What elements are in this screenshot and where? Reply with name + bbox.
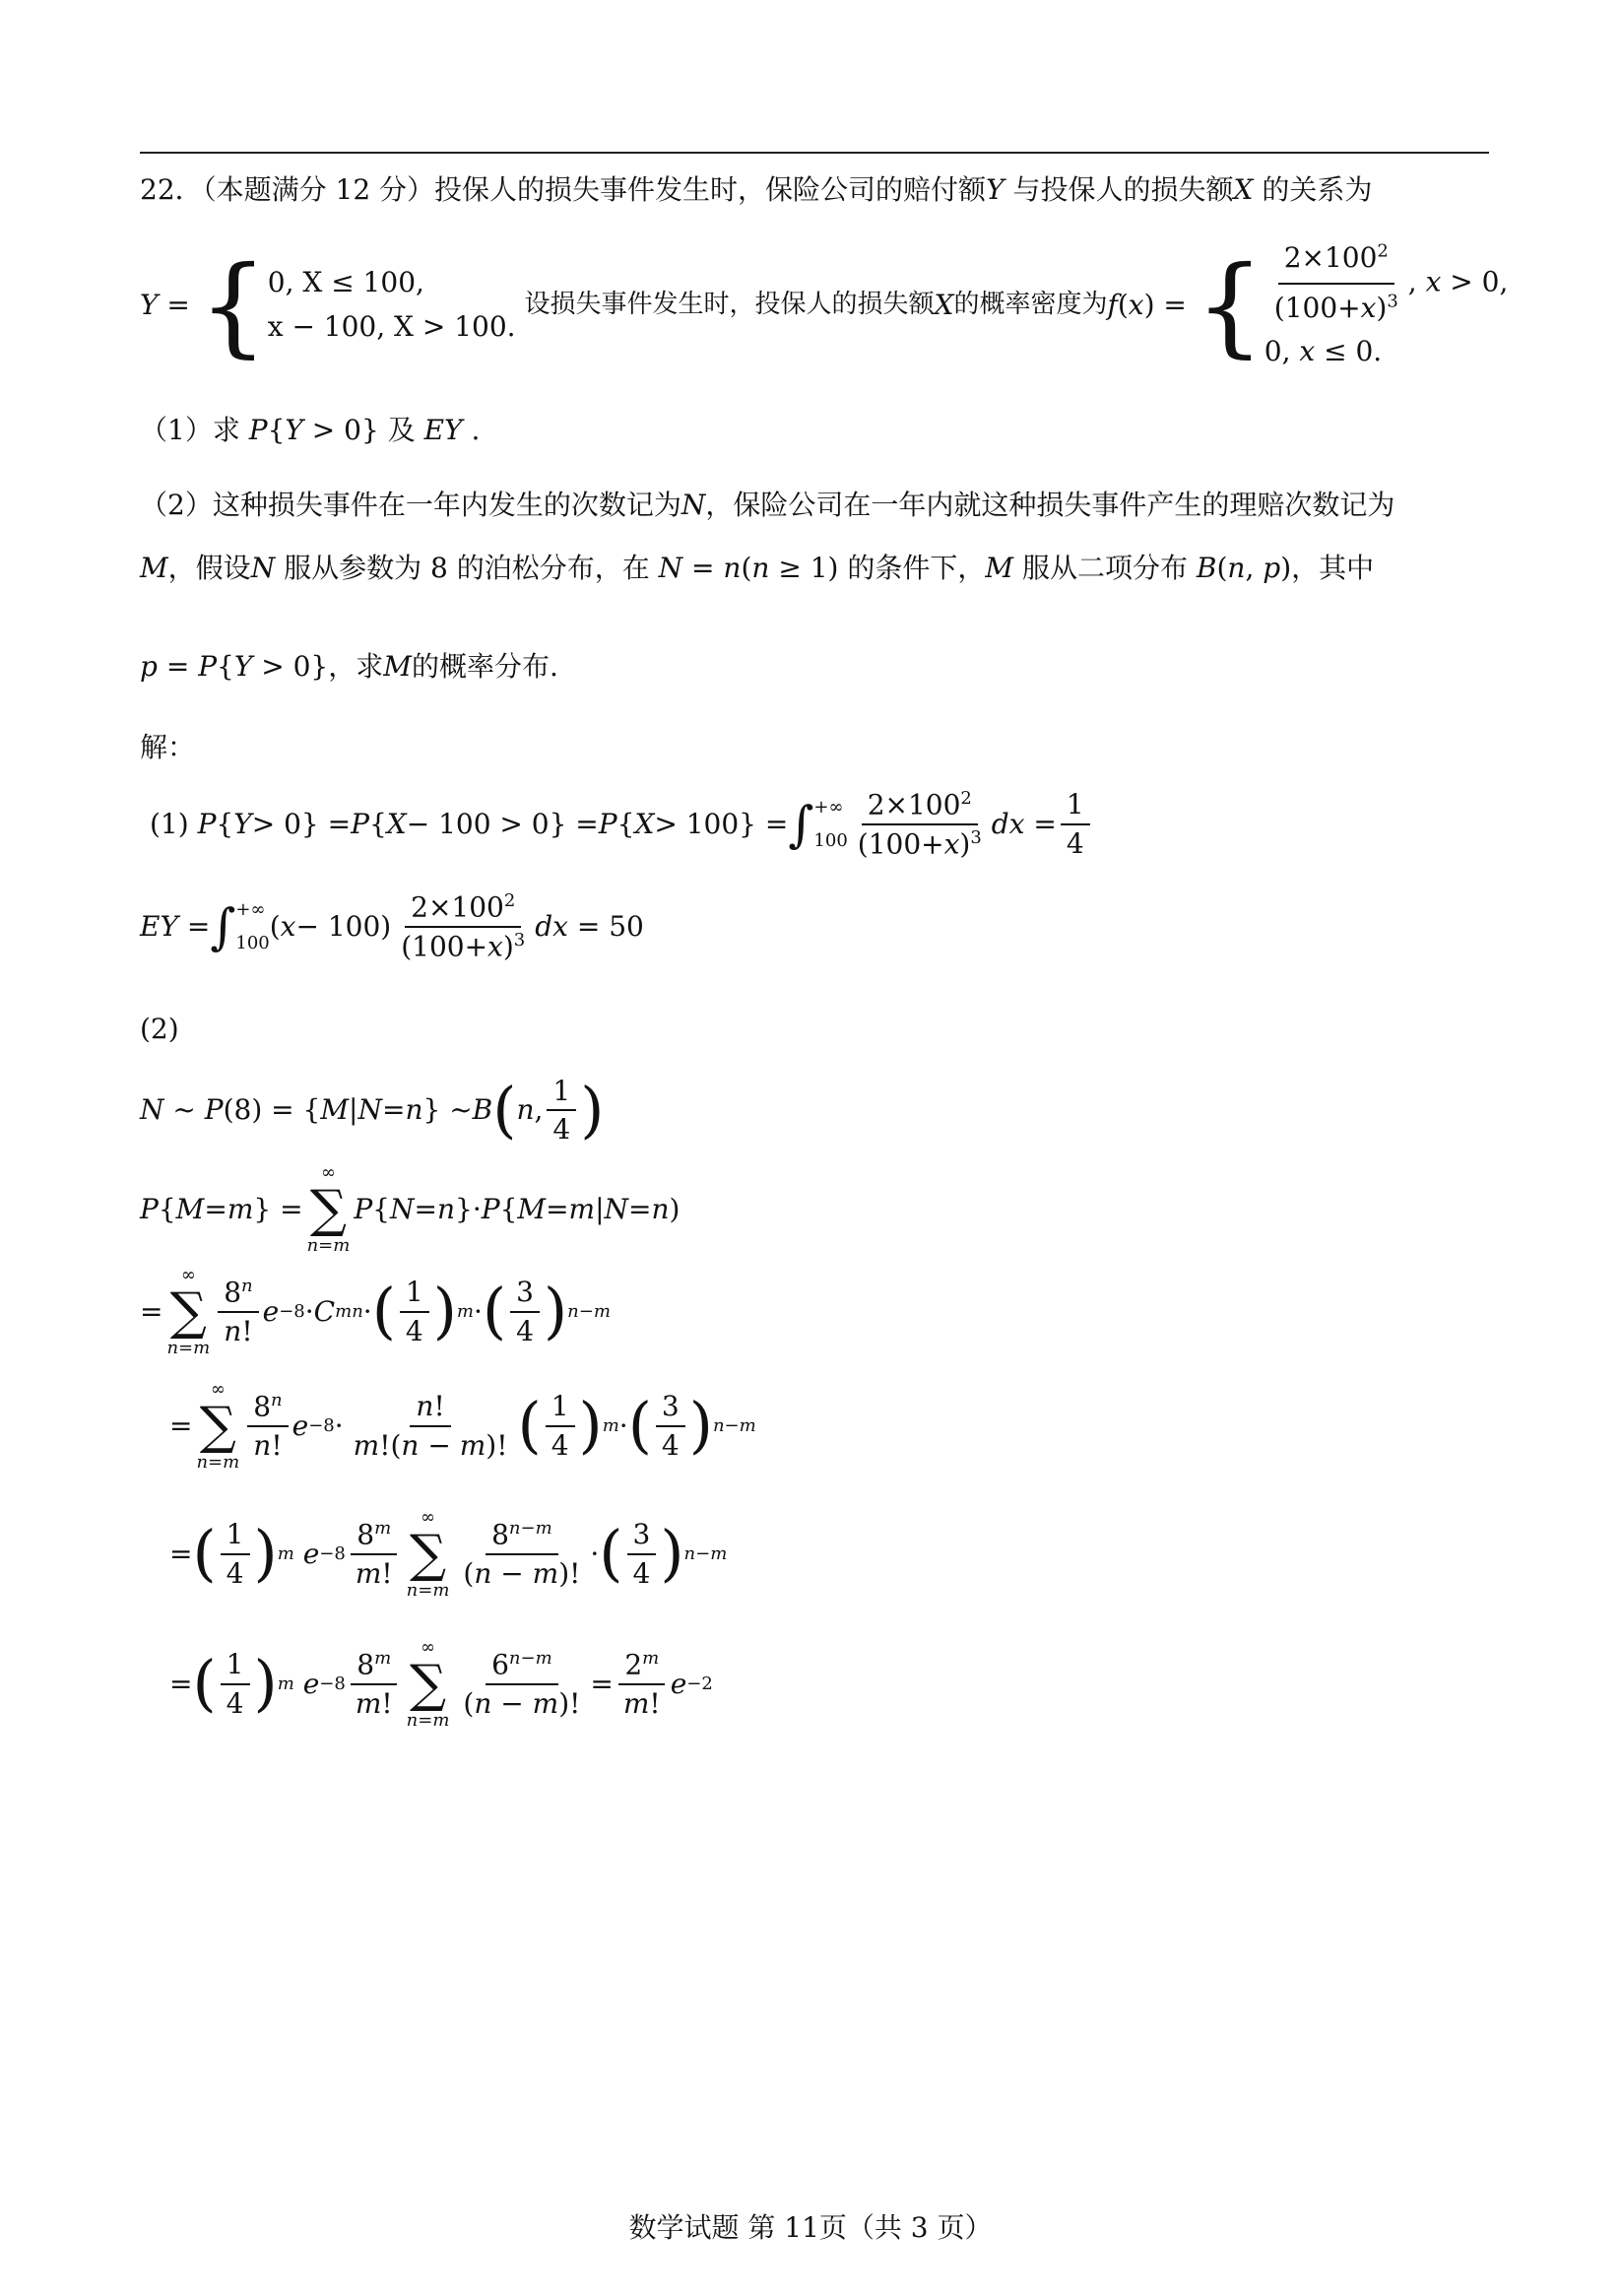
part-2-line-2: M，假设N 服从参数为 8 的泊松分布，在 N = n(n ≥ 1) 的条件下，M 服从二项分布 B(n, p)，其中 (140, 552, 1375, 584)
solution-2d: = ∞ ∑ n=m $\frac{8^n}{n!}$ e −8 · $\frac{n!}{m!(n - m)!}$ ( $\frac{1}{4}$ ) m · ( $\frac{3}{4}$ ) n−m (169, 1379, 756, 1473)
density-cases: $\frac{2\times 100^2}{(100+x)^3}$ , x > 0, 0, x ≤ 0. (1264, 236, 1509, 374)
question-line-2: Y = { 0, X ≤ 100, x − 100, X > 100. 设损失事件发生时，投保人的损失额 X 的概率密度为 f ( x ) = { $\frac{2\times 100^2}{(100+x)^3}$ , x > 0, 0, x ≤ 0. (140, 227, 1508, 384)
solution-2b: P { M = m } = ∞ ∑ n=m P { N = n }· P { M = m | N = n ) (140, 1162, 681, 1256)
solution-2a: N ~ P (8) = { M | N = n } ~ B ( n , $\frac{1}{4}$ ) (140, 1074, 605, 1147)
question-line-1: 22．（本题满分 12 分）投保人的损失事件发生时，保险公司的赔付额Y 与投保人的损失额X 的关系为 (140, 173, 1373, 206)
y-cases: 0, X ≤ 100, x − 100, X > 100. (267, 266, 516, 343)
solution-1a: (1) P { Y > 0} = P { X − 100 > 0} = P { X > 100} = ∫ +∞ 100 $\frac{2\times 100^2}{(100+x)^3}$ dx = $\frac{1}{4}$ (150, 788, 1094, 861)
part-2-line-3: p = P{Y > 0}，求M的概率分布. (140, 650, 558, 683)
solution-part2-label: (2) (140, 1013, 179, 1045)
solution-label: 解： (140, 731, 196, 763)
solution-1b: EY = ∫ +∞ 100 ( x − 100) $\frac{2\times 100^2}{(100+x)^3}$ dx = 50 (140, 890, 644, 963)
solution-2e: = ( $\frac{1}{4}$ ) m e −8 $\frac{8^m}{m!}$ ∞ ∑ n=m $\frac{8^{n-m}}{(n - m)!}$ · ( $\frac{3}{4}$ ) n−m (169, 1507, 728, 1601)
part-2-line-1: （2）这种损失事件在一年内发生的次数记为N，保险公司在一年内就这种损失事件产生的理赔次数记为 (140, 489, 1395, 521)
top-rule (140, 152, 1489, 154)
solution-2c: = ∞ ∑ n=m $\frac{8^n}{n!}$ e −8 · C m n · ( $\frac{1}{4}$ ) m · ( $\frac{3}{4}$ ) n−m (140, 1265, 611, 1358)
part-1: （1）求 P{Y > 0} 及 EY . (140, 414, 481, 446)
solution-2f: = ( $\frac{1}{4}$ ) m e −8 $\frac{8^m}{m!}$ ∞ ∑ n=m $\frac{6^{n-m}}{(n - m)!}$ = $\frac{2^m}{m!}$ e −2 (169, 1637, 713, 1731)
page-footer: 数学试题 第 11页（共 3 页） (628, 2211, 993, 2244)
